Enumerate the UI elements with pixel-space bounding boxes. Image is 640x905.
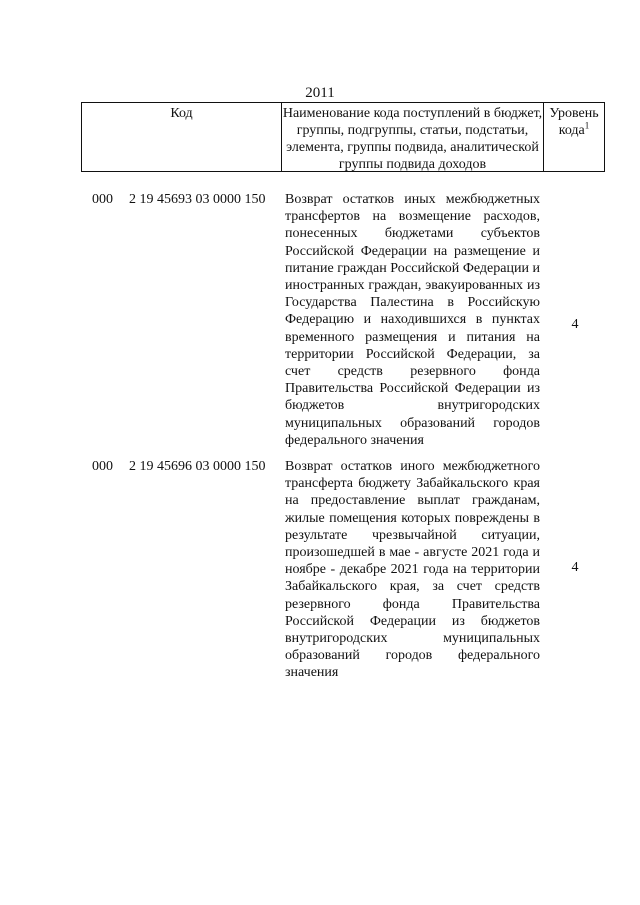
code-level: 4 — [571, 560, 579, 575]
code-level: 4 — [571, 317, 579, 332]
header-code: Код — [81, 103, 281, 171]
admin-code: 000 — [92, 192, 113, 207]
budget-code: 2 19 45696 03 0000 150 — [129, 459, 266, 474]
budget-code: 2 19 45693 03 0000 150 — [129, 192, 266, 207]
row-description: Возврат остатков иного межбюджетного трансферта бюджету Забайкальского края на предоставление выплат гражданам, жилые помещения которых повреждены в результате чрезвычайной ситуации, произошедшей в мае - августе 2021 года и ноябре - декабре 2021 года на территории Забайкальского края, за счет средств резервного фонда Правительства Российской Федерации из бюджетов внутригородских муниципальных образований городов федерального значения — [285, 459, 540, 681]
header-level-label: Уровень кода — [549, 106, 599, 138]
footnote-marker: 1 — [584, 120, 590, 131]
header-level — [543, 103, 605, 171]
admin-code: 000 — [92, 459, 113, 474]
row-description: Возврат остатков иных межбюджетных трансфертов на возмещение расходов, понесенных бюджетами субъектов Российской Федерации на размещение и питание граждан Российской Федерации и иностранных граждан, эвакуированных из Государства Палестина в Российскую Федерацию и находившихся в пунктах временного размещения и питания на территории Российской Федерации, за счет средств резервного фонда Правительства Российской Федерации из бюджетов внутригородских муниципальных образований городов федерального значения — [285, 192, 540, 448]
header-name: Наименование кода поступлений в бюджет, группы, подгруппы, статьи, подстатьи, элемента, группы подвида, аналитической группы подвида доходов — [281, 103, 543, 171]
table-header — [81, 102, 605, 172]
page-number: 2011 — [305, 85, 335, 101]
